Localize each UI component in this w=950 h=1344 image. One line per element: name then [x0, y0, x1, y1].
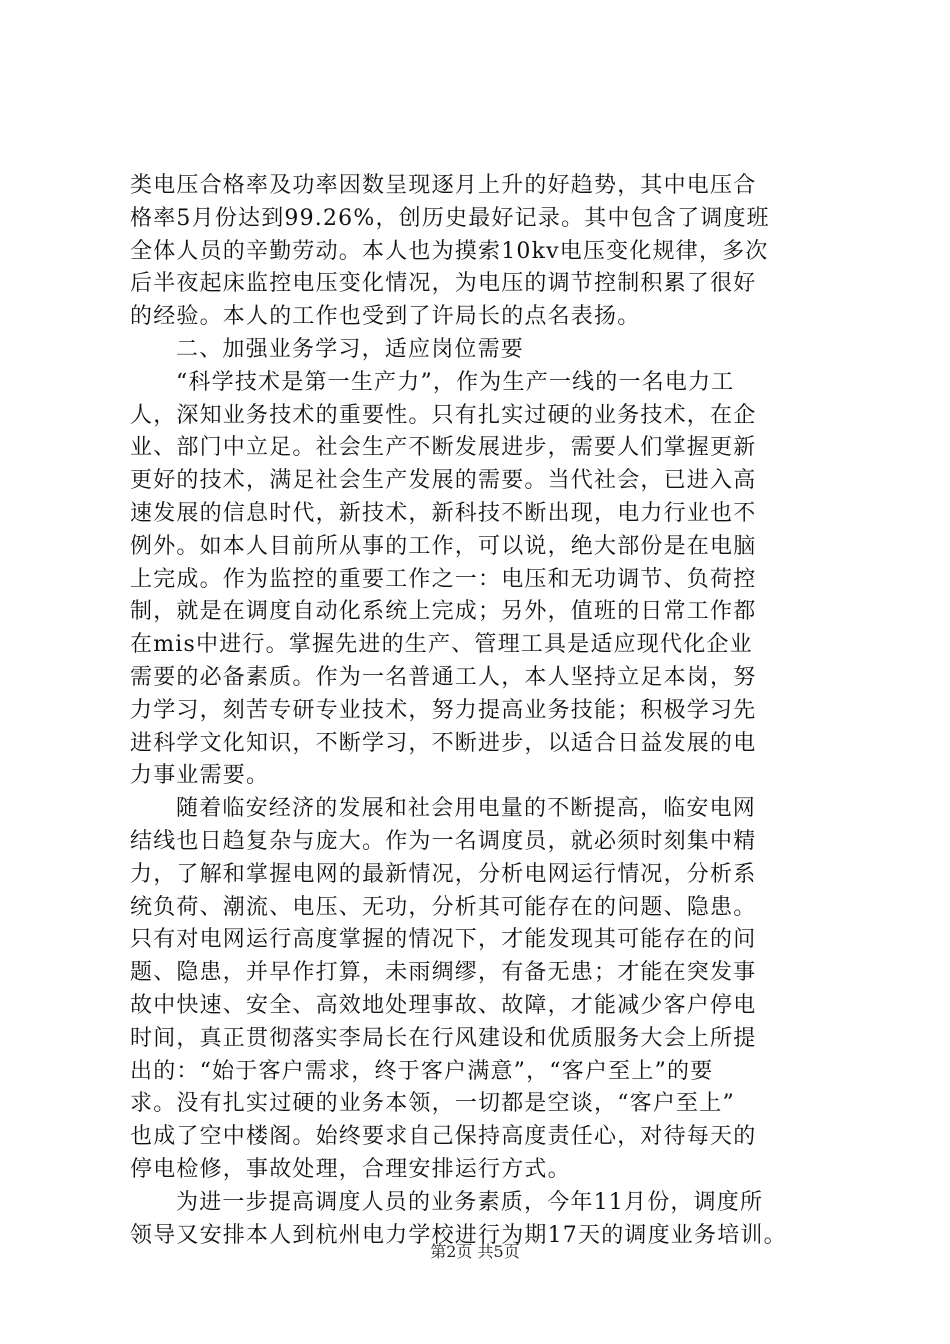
text-line: 力学习，刻苦专研专业技术，努力提高业务技能；积极学习先: [130, 697, 757, 723]
text-line: 业、部门中立足。社会生产不断发展进步，需要人们掌握更新: [130, 435, 757, 461]
text-line: 统负荷、潮流、电压、无功，分析其可能存在的问题、隐患。: [130, 894, 757, 920]
text-line: 结线也日趋复杂与庞大。作为一名调度员，就必须时刻集中精: [130, 828, 757, 854]
document-body: [130, 170, 830, 1252]
text-line: 题、隐患，并早作打算，未雨绸缪，有备无患；才能在突发事: [130, 960, 757, 986]
text-line: 随着临安经济的发展和社会用电量的不断提高，临安电网: [176, 796, 757, 822]
text-line: 出的：“始于客户需求，终于客户满意”，“客户至上”的要: [130, 1058, 714, 1084]
text-line: 后半夜起床监控电压变化情况，为电压的调节控制积累了很好: [130, 271, 757, 297]
text-line: 制，就是在调度自动化系统上完成；另外，值班的日常工作都: [130, 599, 757, 625]
text-line: 类电压合格率及功率因数呈现逐月上升的好趋势，其中电压合: [130, 173, 757, 198]
text-line: 例外。如本人目前所从事的工作，可以说，绝大部份是在电脑: [130, 533, 757, 559]
text-line: 的经验。本人的工作也受到了许局长的点名表扬。: [130, 304, 641, 330]
text-line: 力，了解和掌握电网的最新情况，分析电网运行情况，分析系: [130, 861, 757, 887]
text-line: 需要的必备素质。作为一名普通工人，本人坚持立足本岗，努: [130, 664, 757, 690]
text-line: 为进一步提高调度人员的业务素质，今年11月份，调度所: [176, 1189, 764, 1215]
text-line: 停电检修，事故处理，合理安排运行方式。: [130, 1156, 571, 1182]
text-line: 上完成。作为监控的重要工作之一：电压和无功调节、负荷控: [130, 566, 757, 592]
text-line: 全体人员的辛勤劳动。本人也为摸索10kv电压变化规律，多次: [130, 238, 769, 264]
text-line: 更好的技术，满足社会生产发展的需要。当代社会，已进入高: [130, 468, 757, 494]
text-line: 人，深知业务技术的重要性。只有扎实过硬的业务技术，在企: [130, 402, 757, 428]
text-line: “科学技术是第一生产力”，作为生产一线的一名电力工: [176, 369, 735, 395]
text-line: 格率5月份达到99.26%，创历史最好记录。其中包含了调度班: [130, 205, 770, 231]
section-heading: 二、加强业务学习，适应岗位需要: [176, 336, 525, 362]
text-line: 速发展的信息时代，新技术，新科技不断出现，电力行业也不: [130, 500, 757, 526]
text-line: 也成了空中楼阁。始终要求自己保持高度责任心，对待每天的: [130, 1124, 757, 1150]
text-line: 领导又安排本人到杭州电力学校进行为期17天的调度业务培训。: [130, 1222, 787, 1248]
text-line: 进科学文化知识，不断学习，不断进步，以适合日益发展的电: [130, 730, 757, 756]
text-line: 在mis中进行。掌握先进的生产、管理工具是适应现代化企业: [130, 632, 753, 658]
text-line: 只有对电网运行高度掌握的情况下，才能发现其可能存在的问: [130, 927, 757, 953]
page-footer: 第2页 共5页: [430, 1242, 520, 1261]
text-line: 求。没有扎实过硬的业务本领，一切都是空谈，“客户至上”: [130, 1091, 735, 1117]
text-line: 力事业需要。: [130, 763, 270, 789]
text-line: 故中快速、安全、高效地处理事故、故障，才能减少客户停电: [130, 992, 757, 1018]
text-line: 时间，真正贯彻落实李局长在行风建设和优质服务大会上所提: [130, 1025, 757, 1051]
